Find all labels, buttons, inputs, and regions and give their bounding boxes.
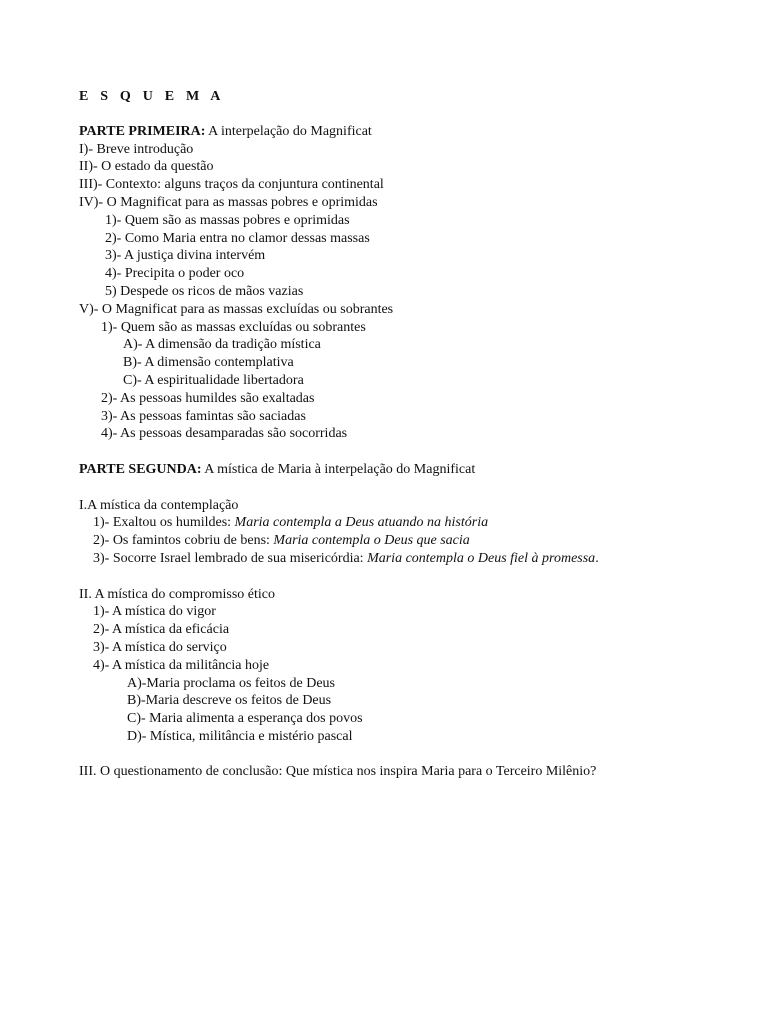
outline-subsubitem: B)-Maria descreve os feitos de Deus bbox=[127, 693, 332, 709]
section-title: II. A mística do compromisso ético bbox=[79, 586, 275, 602]
parte-segunda-heading bbox=[79, 461, 749, 479]
item-text: 3)- Socorre Israel lembrado de sua misericórdia: bbox=[93, 550, 368, 566]
outline-subitem: 4)- As pessoas desamparadas são socorridas bbox=[101, 426, 348, 442]
outline-subitem: 2)- Como Maria entra no clamor dessas massas bbox=[105, 230, 370, 246]
section-title: III. O questionamento de conclusão: Que mística nos inspira Maria para o Terceiro Milênio? bbox=[79, 764, 597, 780]
spacer bbox=[79, 568, 749, 586]
outline-subitem: 5) Despede os ricos de mãos vazias bbox=[105, 283, 304, 299]
outline-subitem: 3)- A mística do serviço bbox=[93, 639, 227, 655]
outline-item: IV)- O Magnificat para as massas pobres e oprimidas bbox=[79, 194, 378, 210]
outline-subitem: 3)- As pessoas famintas são saciadas bbox=[101, 408, 306, 424]
parte-primeira-heading bbox=[79, 123, 749, 141]
outline-item: V)- O Magnificat para as massas excluídas ou sobrantes bbox=[79, 301, 394, 317]
parte-segunda-subtitle: A mística de Maria à interpelação do Magnificat bbox=[201, 461, 476, 477]
outline-subitem bbox=[79, 514, 749, 532]
outline-subsubitem: D)- Mística, militância e mistério pascal bbox=[127, 728, 353, 744]
item-italic-text: Maria contempla a Deus atuando na história bbox=[234, 515, 489, 531]
outline-subitem: 3)- A justiça divina intervém bbox=[105, 248, 266, 264]
outline-subsubitem: A)- A dimensão da tradição mística bbox=[123, 337, 321, 353]
parte-primeira-label: PARTE PRIMEIRA: bbox=[79, 123, 206, 139]
outline-subitem: 1)- A mística do vigor bbox=[93, 604, 216, 620]
section-title: I.A mística da contemplação bbox=[79, 497, 239, 513]
outline-item: II)- O estado da questão bbox=[79, 159, 214, 175]
outline-subsubitem: C)- A espiritualidade libertadora bbox=[123, 372, 304, 388]
outline-subitem: 2)- As pessoas humildes são exaltadas bbox=[101, 390, 315, 406]
outline-subsubitem: A)-Maria proclama os feitos de Deus bbox=[127, 675, 335, 691]
spacer bbox=[79, 479, 749, 497]
item-text: 2)- Os famintos cobriu de bens: bbox=[93, 533, 274, 549]
outline-subitem: 4)- A mística da militância hoje bbox=[93, 657, 270, 673]
document-page bbox=[79, 88, 749, 781]
parte-segunda-label: PARTE SEGUNDA: bbox=[79, 461, 202, 477]
outline-item: III)- Contexto: alguns traços da conjuntura continental bbox=[79, 177, 384, 193]
outline-subsubitem: B)- A dimensão contemplativa bbox=[123, 355, 294, 371]
outline-subitem bbox=[79, 550, 749, 568]
item-text: 1)- Exaltou os humildes: bbox=[93, 515, 235, 531]
outline-subitem: 4)- Precipita o poder oco bbox=[105, 266, 245, 282]
outline-subitem: 1)- Quem são as massas excluídas ou sobrantes bbox=[101, 319, 366, 335]
spacer bbox=[79, 746, 749, 764]
document-title: E S Q U E M A bbox=[79, 89, 225, 104]
outline-item: I)- Breve introdução bbox=[79, 141, 194, 157]
spacer bbox=[79, 443, 749, 461]
outline-subsubitem: C)- Maria alimenta a esperança dos povos bbox=[127, 711, 363, 727]
outline-subitem bbox=[79, 532, 749, 550]
item-tail: . bbox=[595, 550, 599, 566]
parte-primeira-subtitle: A interpelação do Magnificat bbox=[205, 123, 372, 139]
item-italic-text: Maria contempla o Deus fiel à promessa bbox=[367, 550, 596, 566]
outline-subitem: 2)- A mística da eficácia bbox=[93, 622, 230, 638]
item-italic-text: Maria contempla o Deus que sacia bbox=[273, 533, 470, 549]
outline-subitem: 1)- Quem são as massas pobres e oprimidas bbox=[105, 212, 350, 228]
